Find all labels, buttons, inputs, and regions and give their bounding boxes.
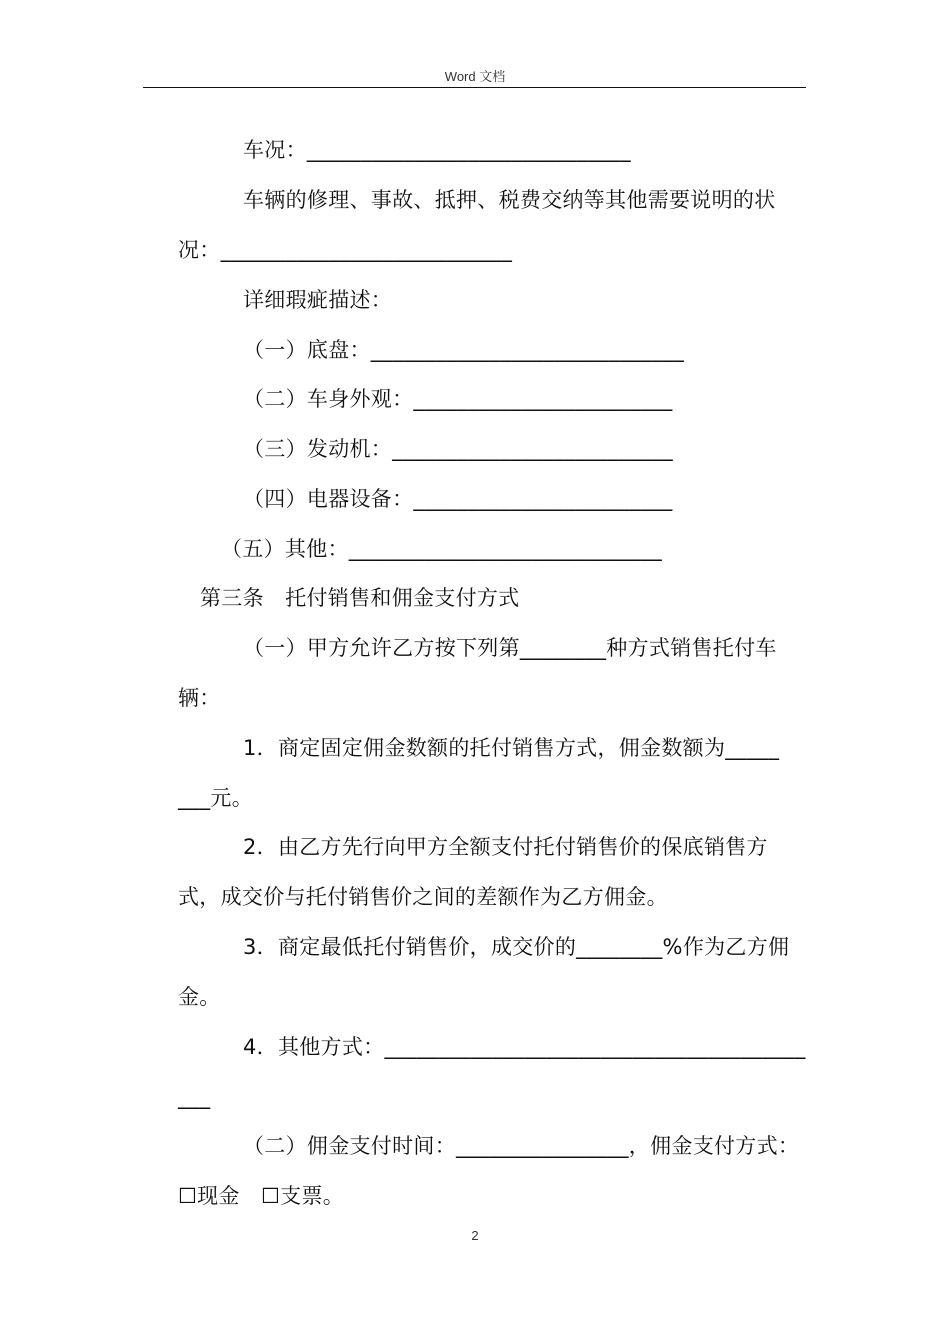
paragraph-line: （一）底盘：_____________________________ <box>243 338 684 362</box>
paragraph-line: 3．商定最低托付销售价，成交价的________%作为乙方佣 <box>243 935 790 959</box>
paragraph-line: （五）其他：_____________________________ <box>221 537 662 561</box>
paragraph-line: 式，成交价与托付销售价之间的差额作为乙方佣金。 <box>178 885 668 909</box>
paragraph-line: （四）电器设备：________________________ <box>243 487 673 511</box>
paragraph-line: ___元。 <box>178 786 253 810</box>
checkbox-options-line: ☐现金 ☐支票。 <box>178 1184 345 1208</box>
paragraph-line: 4．其他方式：_______________________________________ <box>243 1035 806 1059</box>
section-heading: 第三条 托付销售和佣金支付方式 <box>200 586 520 610</box>
paragraph-line: （二）佣金支付时间：________________，佣金支付方式： <box>243 1134 800 1158</box>
paragraph-line: 详细瑕疵描述： <box>243 288 393 312</box>
paragraph-line: 辆： <box>178 686 221 710</box>
paragraph-line: （一）甲方允许乙方按下列第________种方式销售托付车 <box>243 636 777 660</box>
paragraph-line: 金。 <box>178 985 221 1009</box>
paragraph-line: 况：___________________________ <box>178 238 513 262</box>
header-rule <box>143 87 806 88</box>
page-header: Word 文档 <box>444 69 506 84</box>
paragraph-line: （二）车身外观：________________________ <box>243 387 673 411</box>
paragraph-line: 车辆的修理、事故、抵押、税费交纳等其他需要说明的状 <box>243 188 776 212</box>
paragraph-line: 车况：______________________________ <box>243 138 631 162</box>
page-number: 2 <box>471 1228 479 1243</box>
paragraph-line: ___ <box>178 1085 211 1109</box>
paragraph-line: （三）发动机：__________________________ <box>243 437 673 461</box>
paragraph-line: 2．由乙方先行向甲方全额支付托付销售价的保底销售方 <box>243 835 768 859</box>
paragraph-line: 1．商定固定佣金数额的托付销售方式，佣金数额为_____ <box>243 736 780 760</box>
